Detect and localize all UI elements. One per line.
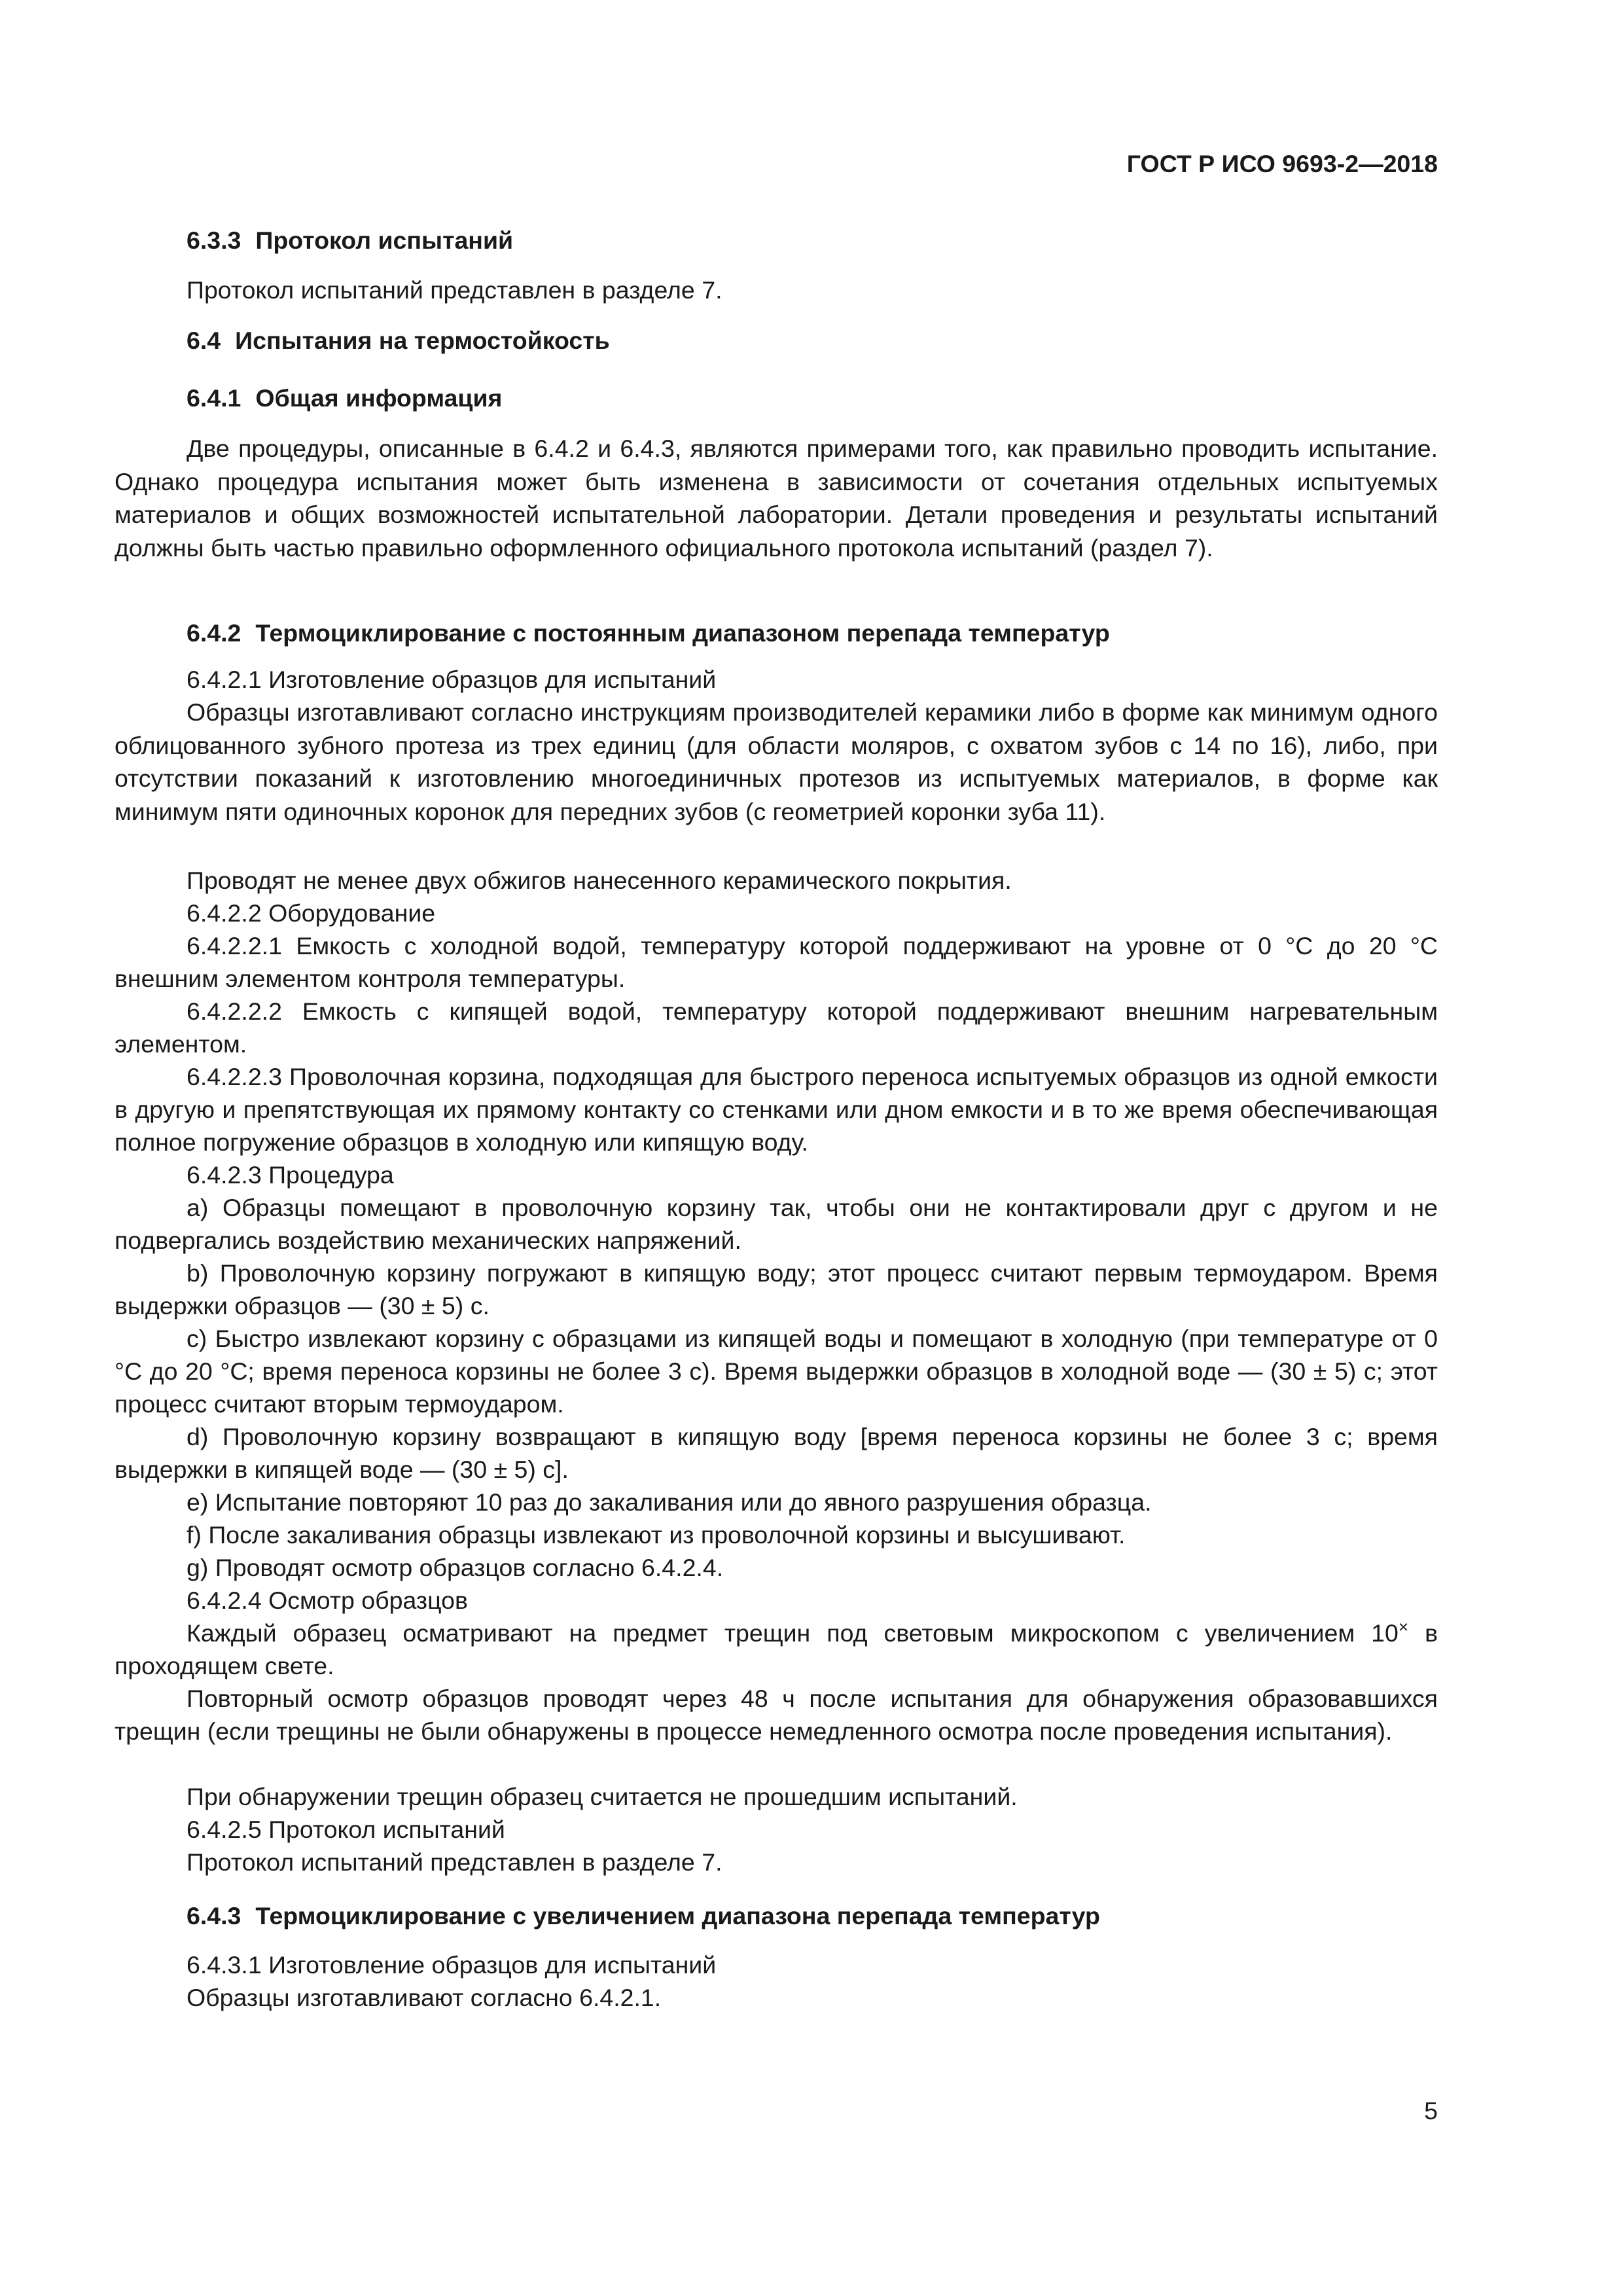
page-number: 5 bbox=[1424, 2097, 1438, 2125]
subclause-title: 6.4.2.4 Осмотр образцов bbox=[187, 1587, 468, 1614]
list-item: c) Быстро извлекают корзину с образцами из кипящей воды и помещают в холодную (при температуре от 0 °С до 20 °С; время переноса корзины не более 3 с). Время выдержки образцов в холодной воде — (30 ± 5) с; этот процесс считают вторым термоударом. bbox=[115, 1325, 1438, 1418]
heading-title: Испытания на термостойкость bbox=[235, 327, 610, 354]
list-item: a) Образцы помещают в проволочную корзину так, чтобы они не контактировали друг с другом и не подвергались воздействию механических напряжений. bbox=[115, 1194, 1438, 1254]
document-code: ГОСТ Р ИСО 9693-2—2018 bbox=[1126, 150, 1438, 177]
paragraph: Повторный осмотр образцов проводят через 48 ч после испытания для обнаружения образовавшихся трещин (если трещины не были обнаружены в процессе немедленного осмотра после проведения испытания). bbox=[115, 1685, 1438, 1745]
subclause-title: 6.4.2.1 Изготовление образцов для испытаний bbox=[187, 666, 717, 693]
list-item: f) После закаливания образцы извлекают из проволочной корзины и высушивают. bbox=[187, 1521, 1126, 1549]
heading-title: Термоциклирование с постоянным диапазоном перепада температур bbox=[255, 619, 1110, 647]
heading-number: 6.4.2 bbox=[187, 619, 241, 647]
subclause-title: 6.4.2.5 Протокол испытаний bbox=[187, 1816, 505, 1843]
paragraph: Проводят не менее двух обжигов нанесенного керамического покрытия. bbox=[187, 867, 1012, 894]
paragraph-text: Каждый образец осматривают на предмет трещин под световым микроскопом с увеличением 10 bbox=[187, 1619, 1399, 1647]
paragraph: 6.4.2.2.1 Емкость с холодной водой, температуру которой поддерживают на уровне от 0 °С до 20 °С внешним элементом контроля температуры. bbox=[115, 932, 1438, 992]
paragraph: Протокол испытаний представлен в разделе 7. bbox=[187, 276, 722, 304]
paragraph: Образцы изготавливают согласно 6.4.2.1. bbox=[187, 1984, 662, 2011]
heading-title: Термоциклирование с увеличением диапазона перепада температур bbox=[255, 1902, 1100, 1929]
paragraph: При обнаружении трещин образец считается не прошедшим испытаний. bbox=[187, 1783, 1018, 1810]
heading-6-3-3 bbox=[187, 224, 513, 257]
heading-title: Общая информация bbox=[255, 384, 503, 412]
heading-6-4-1 bbox=[187, 382, 502, 414]
heading-number: 6.4 bbox=[187, 327, 221, 354]
paragraph: Две процедуры, описанные в 6.4.2 и 6.4.3, являются примерами того, как правильно проводить испытание. Однако процедура испытания может быть изменена в зависимости от сочетания отдельных испытуемых материалов и общих возможностей испытательной лаборатории. Детали проведения и результаты испытаний должны быть частью правильно оформленного официального протокола испытаний (раздел 7). bbox=[115, 435, 1438, 562]
heading-title: Протокол испытаний bbox=[255, 226, 514, 254]
paragraph bbox=[115, 1617, 1438, 1682]
heading-6-4-2 bbox=[187, 617, 1110, 649]
paragraph-text: в проходящем свете. bbox=[115, 1619, 1438, 1679]
paragraph: Образцы изготавливают согласно инструкциям производителей керамики либо в форме как минимум одного облицованного зубного протеза из трех единиц (для области моляров, с охватом зубов с 14 по 16), либо, при отсутствии показаний к изготовлению многоединичных протезов из испытуемых материалов, в форме как минимум пяти одиночных коронок для передних зубов (с геометрией коронки зуба 11). bbox=[115, 698, 1438, 825]
paragraph: 6.4.2.2.3 Проволочная корзина, подходящая для быстрого переноса испытуемых образцов из одной емкости в другую и препятствующая их прямому контакту со стенками или дном емкости и в то же время обеспечивающая полное погружение образцов в холодную или кипящую воду. bbox=[115, 1063, 1438, 1156]
paragraph: Протокол испытаний представлен в разделе 7. bbox=[187, 1848, 722, 1876]
list-item: d) Проволочную корзину возвращают в кипящую воду [время переноса корзины не более 3 с; время выдержки в кипящей воде — (30 ± 5) с]. bbox=[115, 1423, 1438, 1483]
paragraph: 6.4.2.2.2 Емкость с кипящей водой, температуру которой поддерживают внешним нагревательным элементом. bbox=[115, 997, 1438, 1058]
subclause-title: 6.4.2.2 Оборудование bbox=[187, 899, 436, 927]
list-item: g) Проводят осмотр образцов согласно 6.4.2.4. bbox=[187, 1554, 724, 1581]
list-item: e) Испытание повторяют 10 раз до закаливания или до явного разрушения образца. bbox=[187, 1488, 1152, 1516]
subclause-title: 6.4.2.3 Процедура bbox=[187, 1161, 394, 1189]
heading-6-4 bbox=[187, 324, 610, 357]
magnification-sign: × bbox=[1398, 1617, 1409, 1637]
heading-number: 6.4.1 bbox=[187, 384, 241, 412]
subclause-title: 6.4.3.1 Изготовление образцов для испытаний bbox=[187, 1951, 717, 1979]
heading-number: 6.3.3 bbox=[187, 226, 241, 254]
list-item: b) Проволочную корзину погружают в кипящую воду; этот процесс считают первым термоударом. Время выдержки образцов — (30 ± 5) с. bbox=[115, 1259, 1438, 1319]
heading-6-4-3 bbox=[187, 1899, 1100, 1932]
heading-number: 6.4.3 bbox=[187, 1902, 241, 1929]
